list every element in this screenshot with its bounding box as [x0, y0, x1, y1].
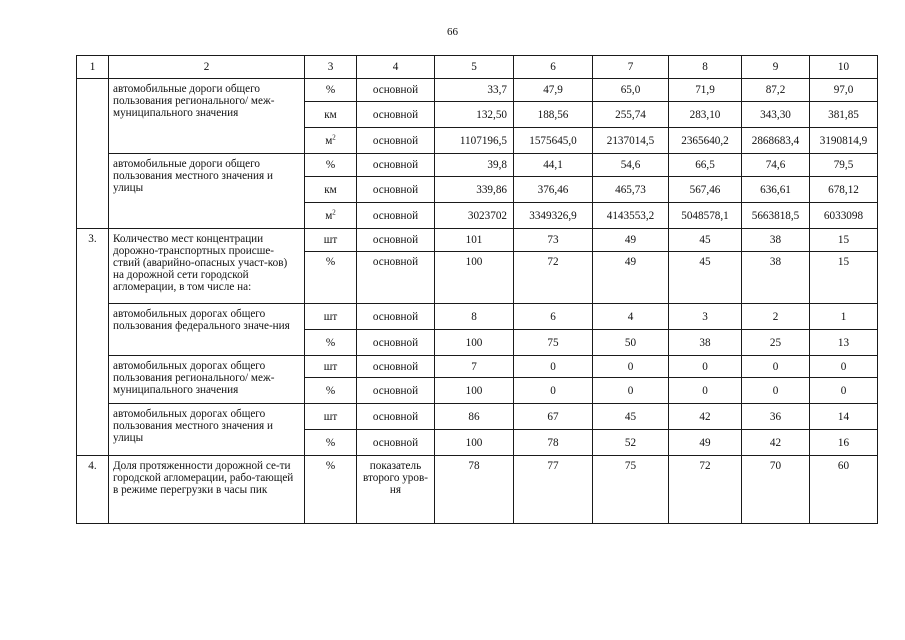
- row-description: Доля протяженности дорожной се-ти городской агломерации, рабо-тающей в режиме перегрузки в часы пик: [109, 456, 305, 524]
- type-cell: основной: [357, 404, 435, 430]
- value-cell: 78: [435, 456, 514, 524]
- unit-superscript: 2: [332, 207, 336, 216]
- table-row: [77, 456, 878, 524]
- value-cell: 42: [742, 430, 810, 456]
- header-cell: 3: [305, 56, 357, 79]
- value-cell: 3190814,9: [810, 128, 878, 154]
- value-cell: 465,73: [593, 177, 669, 203]
- value-cell: 39,8: [435, 154, 514, 177]
- type-cell: основной: [357, 102, 435, 128]
- value-cell: 38: [742, 252, 810, 304]
- value-cell: 0: [742, 378, 810, 404]
- value-cell: 52: [593, 430, 669, 456]
- row-description: автомобильных дорогах общего пользования регионального/ меж-муниципального значения: [109, 356, 305, 404]
- value-cell: 343,30: [742, 102, 810, 128]
- type-cell: основной: [357, 229, 435, 252]
- value-cell: 14: [810, 404, 878, 430]
- value-cell: 71,9: [669, 79, 742, 102]
- unit-cell: км: [305, 177, 357, 203]
- value-cell: 6033098: [810, 203, 878, 229]
- value-cell: 77: [514, 456, 593, 524]
- unit-text: м: [325, 134, 333, 147]
- row-description: автомобильных дорогах общего пользования федерального значе-ния: [109, 304, 305, 356]
- value-cell: 0: [810, 356, 878, 378]
- value-cell: 66,5: [669, 154, 742, 177]
- value-cell: 54,6: [593, 154, 669, 177]
- value-cell: 49: [593, 252, 669, 304]
- value-cell: 15: [810, 252, 878, 304]
- row-description: автомобильные дороги общего пользования регионального/ меж-муниципального значения: [109, 79, 305, 154]
- value-cell: 8: [435, 304, 514, 330]
- value-cell: 4143553,2: [593, 203, 669, 229]
- table-row: [77, 229, 878, 252]
- value-cell: 100: [435, 252, 514, 304]
- value-cell: 0: [810, 378, 878, 404]
- unit-cell: %: [305, 330, 357, 356]
- unit-cell: шт: [305, 229, 357, 252]
- header-cell: 9: [742, 56, 810, 79]
- type-cell: основной: [357, 177, 435, 203]
- table-row: [77, 154, 878, 177]
- value-cell: 100: [435, 430, 514, 456]
- unit-cell: км: [305, 102, 357, 128]
- value-cell: 38: [742, 229, 810, 252]
- value-cell: 1107196,5: [435, 128, 514, 154]
- value-cell: 45: [593, 404, 669, 430]
- unit-cell: %: [305, 154, 357, 177]
- value-cell: 2137014,5: [593, 128, 669, 154]
- value-cell: 339,86: [435, 177, 514, 203]
- value-cell: 0: [669, 378, 742, 404]
- value-cell: 73: [514, 229, 593, 252]
- value-cell: 101: [435, 229, 514, 252]
- value-cell: 188,56: [514, 102, 593, 128]
- value-cell: 45: [669, 252, 742, 304]
- value-cell: 3349326,9: [514, 203, 593, 229]
- value-cell: 78: [514, 430, 593, 456]
- unit-cell: %: [305, 430, 357, 456]
- table-row: [77, 356, 878, 378]
- value-cell: 1575645,0: [514, 128, 593, 154]
- value-cell: 0: [514, 356, 593, 378]
- row-number-cell: 3.: [77, 229, 109, 456]
- value-cell: 678,12: [810, 177, 878, 203]
- value-cell: 74,6: [742, 154, 810, 177]
- type-cell: основной: [357, 356, 435, 378]
- value-cell: 2: [742, 304, 810, 330]
- value-cell: 33,7: [435, 79, 514, 102]
- value-cell: 132,50: [435, 102, 514, 128]
- value-cell: 49: [593, 229, 669, 252]
- value-cell: 2868683,4: [742, 128, 810, 154]
- value-cell: 6: [514, 304, 593, 330]
- value-cell: 72: [669, 456, 742, 524]
- value-cell: 60: [810, 456, 878, 524]
- value-cell: 45: [669, 229, 742, 252]
- value-cell: 0: [514, 378, 593, 404]
- value-cell: 0: [742, 356, 810, 378]
- row-number-cell: 4.: [77, 456, 109, 524]
- type-cell: основной: [357, 304, 435, 330]
- value-cell: 376,46: [514, 177, 593, 203]
- unit-cell: шт: [305, 304, 357, 330]
- unit-superscript: 2: [332, 132, 336, 141]
- header-cell: 1: [77, 56, 109, 79]
- unit-cell: шт: [305, 356, 357, 378]
- unit-cell: %: [305, 378, 357, 404]
- value-cell: 1: [810, 304, 878, 330]
- table-row: [77, 404, 878, 430]
- unit-cell: %: [305, 252, 357, 304]
- value-cell: 5048578,1: [669, 203, 742, 229]
- value-cell: 5663818,5: [742, 203, 810, 229]
- value-cell: 0: [593, 356, 669, 378]
- value-cell: 75: [514, 330, 593, 356]
- value-cell: 79,5: [810, 154, 878, 177]
- table-row: [77, 304, 878, 330]
- value-cell: 65,0: [593, 79, 669, 102]
- unit-cell: %: [305, 79, 357, 102]
- page-number: 66: [447, 26, 458, 38]
- type-cell: основной: [357, 128, 435, 154]
- value-cell: 47,9: [514, 79, 593, 102]
- value-cell: 16: [810, 430, 878, 456]
- row-description: автомобильные дороги общего пользования местного значения и улицы: [109, 154, 305, 229]
- header-cell: 6: [514, 56, 593, 79]
- row-description: Количество мест концентрации дорожно-транспортных происше-ствий (аварийно-опасных участ-ков) на дорожной сети городской агломерации, в том числе на:: [109, 229, 305, 304]
- type-cell: основной: [357, 79, 435, 102]
- type-cell: основной: [357, 330, 435, 356]
- value-cell: 86: [435, 404, 514, 430]
- header-cell: 5: [435, 56, 514, 79]
- value-cell: 36: [742, 404, 810, 430]
- unit-cell: шт: [305, 404, 357, 430]
- table-row: [77, 79, 878, 102]
- indicator-table: [76, 55, 878, 524]
- value-cell: 70: [742, 456, 810, 524]
- value-cell: 42: [669, 404, 742, 430]
- value-cell: 7: [435, 356, 514, 378]
- header-cell: 2: [109, 56, 305, 79]
- row-number-cell: [77, 79, 109, 229]
- header-row: [77, 56, 878, 79]
- value-cell: 100: [435, 330, 514, 356]
- type-cell: основной: [357, 252, 435, 304]
- value-cell: 255,74: [593, 102, 669, 128]
- value-cell: 38: [669, 330, 742, 356]
- unit-cell: %: [305, 456, 357, 524]
- type-cell: основной: [357, 378, 435, 404]
- value-cell: 15: [810, 229, 878, 252]
- unit-cell: [305, 128, 357, 154]
- value-cell: 100: [435, 378, 514, 404]
- type-cell: основной: [357, 430, 435, 456]
- value-cell: 0: [593, 378, 669, 404]
- value-cell: 25: [742, 330, 810, 356]
- value-cell: 3: [669, 304, 742, 330]
- value-cell: 75: [593, 456, 669, 524]
- row-description: автомобильных дорогах общего пользования местного значения и улицы: [109, 404, 305, 456]
- value-cell: 97,0: [810, 79, 878, 102]
- header-cell: 4: [357, 56, 435, 79]
- type-cell: основной: [357, 154, 435, 177]
- value-cell: 44,1: [514, 154, 593, 177]
- value-cell: 3023702: [435, 203, 514, 229]
- value-cell: 13: [810, 330, 878, 356]
- header-cell: 10: [810, 56, 878, 79]
- value-cell: 67: [514, 404, 593, 430]
- type-cell: основной: [357, 203, 435, 229]
- value-cell: 72: [514, 252, 593, 304]
- value-cell: 381,85: [810, 102, 878, 128]
- value-cell: 636,61: [742, 177, 810, 203]
- value-cell: 87,2: [742, 79, 810, 102]
- value-cell: 0: [669, 356, 742, 378]
- type-cell: показатель второго уров-ня: [357, 456, 435, 524]
- value-cell: 4: [593, 304, 669, 330]
- unit-text: м: [325, 209, 333, 222]
- value-cell: 2365640,2: [669, 128, 742, 154]
- header-cell: 7: [593, 56, 669, 79]
- value-cell: 49: [669, 430, 742, 456]
- value-cell: 283,10: [669, 102, 742, 128]
- value-cell: 567,46: [669, 177, 742, 203]
- value-cell: 50: [593, 330, 669, 356]
- header-cell: 8: [669, 56, 742, 79]
- unit-cell: [305, 203, 357, 229]
